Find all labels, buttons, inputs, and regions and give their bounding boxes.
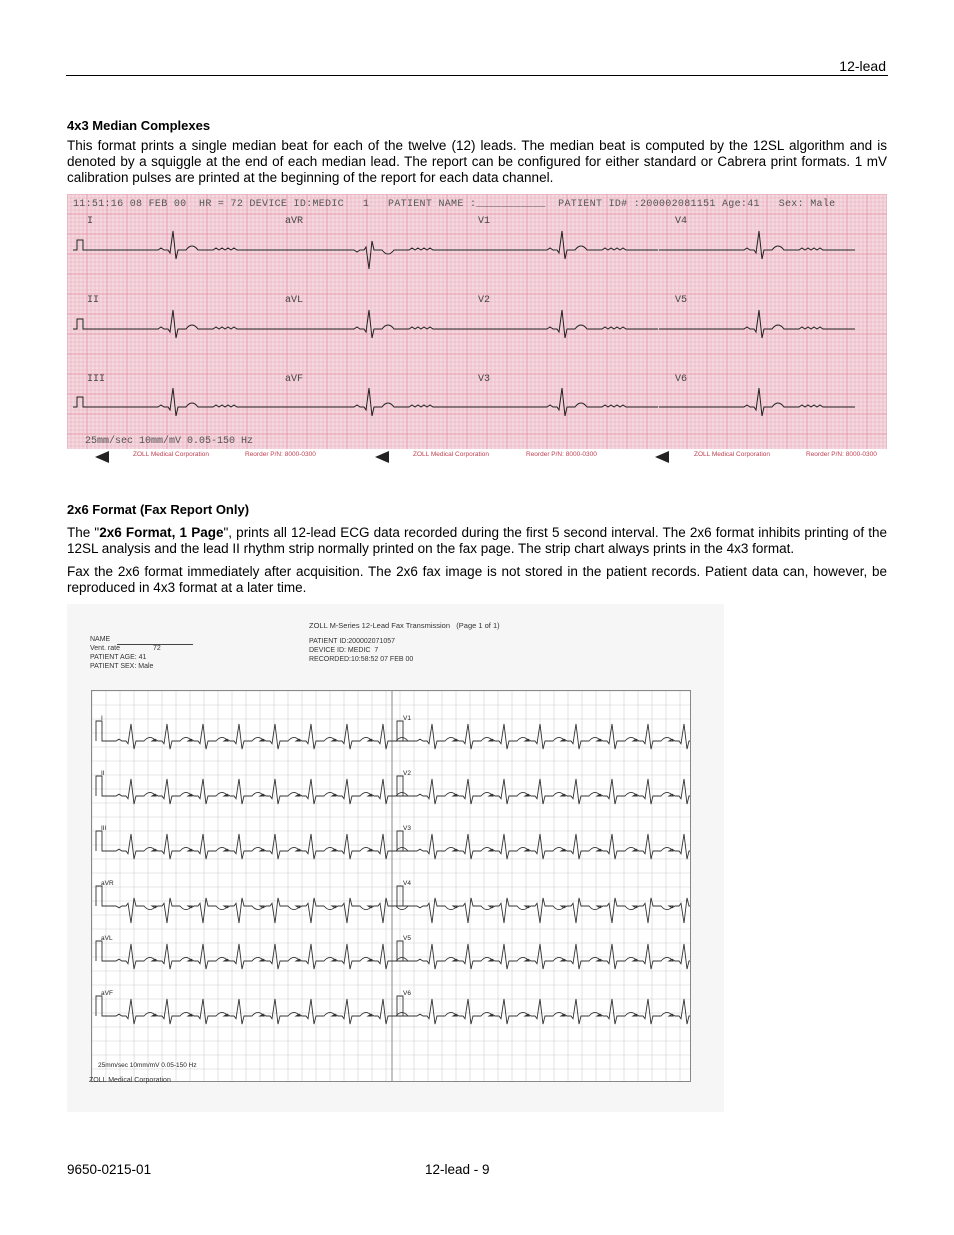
fax-patient-sex: PATIENT SEX: Male bbox=[90, 663, 154, 670]
ecg-grid bbox=[67, 194, 887, 449]
fax-ecg-grid bbox=[91, 690, 691, 1082]
lead-label-v4: V4 bbox=[675, 216, 688, 227]
fax-footer-settings: 25mm/sec 10mm/mV 0.05-150 Hz bbox=[98, 1062, 197, 1069]
fax-patient-age: PATIENT AGE: 41 bbox=[90, 654, 147, 661]
brand-reorder: Reorder P/N: 8000-0300 bbox=[245, 451, 316, 458]
fax-company: ZOLL Medical Corporation bbox=[89, 1077, 171, 1084]
paper-marker-icon bbox=[95, 451, 109, 463]
section-paragraph-2x6-b: Fax the 2x6 format immediately after acquisition. The 2x6 fax image is not stored in the patient records. Patient data can, however, be reproduced in 4x3 format at a later time. bbox=[67, 564, 887, 595]
brand-company: ZOLL Medical Corporation bbox=[133, 451, 209, 458]
fax-lead-label-v6: V6 bbox=[403, 990, 411, 997]
brand-reorder: Reorder P/N: 8000-0300 bbox=[806, 451, 877, 458]
ecg-trace bbox=[397, 996, 690, 1024]
fax-vent-rate-label: Vent. rate bbox=[90, 645, 120, 652]
ecg-2x6-fax-figure bbox=[67, 604, 724, 1112]
ecg-4x3-strip-figure bbox=[67, 194, 887, 466]
ecg-trace bbox=[397, 721, 690, 749]
paper-marker-icon bbox=[375, 451, 389, 463]
page-number: 12-lead - 9 bbox=[425, 1162, 490, 1177]
header-rule bbox=[66, 75, 888, 76]
lead-label-iii: III bbox=[87, 374, 106, 385]
section-paragraph-4x3: This format prints a single median beat for each of the twelve (12) leads. The median beat is computed by the 12SL algorithm and is denoted by a squiggle at the end of each median lead. The report can be configured for either standard or Cabrera print formats. 1 mV calibration pulses are printed at the beginning of the report for each data channel. bbox=[67, 138, 887, 185]
ecg-trace bbox=[397, 886, 690, 923]
lead-label-v3: V3 bbox=[478, 374, 491, 385]
brand-company: ZOLL Medical Corporation bbox=[694, 451, 770, 458]
ecg-trace bbox=[96, 721, 408, 749]
lead-label-ii: II bbox=[87, 295, 100, 306]
ecg-trace bbox=[96, 996, 408, 1024]
fax-lead-label-i: I bbox=[101, 715, 103, 722]
fax-lead-label-avf: aVF bbox=[101, 990, 113, 997]
fax-lead-label-v4: V4 bbox=[403, 880, 411, 887]
lead-label-v1: V1 bbox=[478, 216, 491, 227]
ecg-trace bbox=[96, 776, 408, 804]
lead-label-i: I bbox=[87, 216, 94, 227]
ecg-trace bbox=[96, 886, 408, 923]
fax-recorded: RECORDED:10:58:52 07 FEB 00 bbox=[309, 656, 414, 663]
lead-label-v5: V5 bbox=[675, 295, 688, 306]
fax-lead-label-v2: V2 bbox=[403, 770, 411, 777]
fax-lead-label-iii: III bbox=[101, 825, 107, 832]
fax-title: ZOLL M-Series 12-Lead Fax Transmission (Page 1 of 1) bbox=[309, 621, 500, 630]
section-paragraph-2x6-a: The "2x6 Format, 1 Page", prints all 12-lead ECG data recorded during the first 5 second interval. The 2x6 format inhibits printing of the 12SL analysis and the lead II rhythm strip normally printed on the fax page. The strip chart always prints in the 4x3 format. bbox=[67, 525, 888, 556]
fax-lead-label-avl: aVL bbox=[101, 935, 113, 942]
doc-number: 9650-0215-01 bbox=[67, 1162, 152, 1177]
strip-footer-settings: 25mm/sec 10mm/mV 0.05-150 Hz bbox=[85, 436, 254, 447]
fax-lead-label-avr: aVR bbox=[101, 880, 114, 887]
lead-label-avf: aVF bbox=[285, 374, 304, 385]
ecg-trace bbox=[96, 941, 408, 969]
grid-lines bbox=[67, 194, 887, 449]
section-heading-4x3: 4x3 Median Complexes bbox=[67, 118, 211, 133]
fax-lead-label-v5: V5 bbox=[403, 935, 411, 942]
section-heading-2x6: 2x6 Format (Fax Report Only) bbox=[67, 502, 250, 517]
ecg-trace bbox=[462, 231, 658, 259]
brand-reorder: Reorder P/N: 8000-0300 bbox=[526, 451, 597, 458]
running-header: 12-lead bbox=[839, 58, 886, 74]
format-name-bold: 2x6 Format, 1 Page bbox=[99, 525, 224, 540]
fax-device-id: DEVICE ID: MEDIC 7 bbox=[309, 647, 379, 654]
fax-name-label: NAME bbox=[90, 636, 111, 643]
paper-brand-bar bbox=[67, 449, 887, 466]
brand-company: ZOLL Medical Corporation bbox=[413, 451, 489, 458]
ecg-trace bbox=[397, 941, 690, 969]
fax-patient-id: PATIENT ID:200002071057 bbox=[309, 638, 395, 645]
lead-label-v6: V6 bbox=[675, 374, 688, 385]
paper-marker-icon bbox=[655, 451, 669, 463]
ecg-trace bbox=[659, 231, 855, 259]
strip-header-line: 11:51:16 08 FEB 00 HR = 72 DEVICE ID:MEDIC 1 PATIENT NAME :___________ PATIENT ID# :200002081151 Age:41 Sex: Male bbox=[73, 199, 836, 210]
lead-label-avr: aVR bbox=[285, 216, 304, 227]
ecg-trace bbox=[397, 776, 690, 804]
fax-lead-label-v1: V1 bbox=[403, 715, 411, 722]
fax-vent-rate-value: 72 bbox=[153, 645, 161, 652]
fax-lead-label-ii: II bbox=[101, 770, 105, 777]
grid-lines bbox=[92, 691, 690, 1081]
lead-label-avl: aVL bbox=[285, 295, 304, 306]
fax-lead-label-v3: V3 bbox=[403, 825, 411, 832]
lead-label-v2: V2 bbox=[478, 295, 491, 306]
